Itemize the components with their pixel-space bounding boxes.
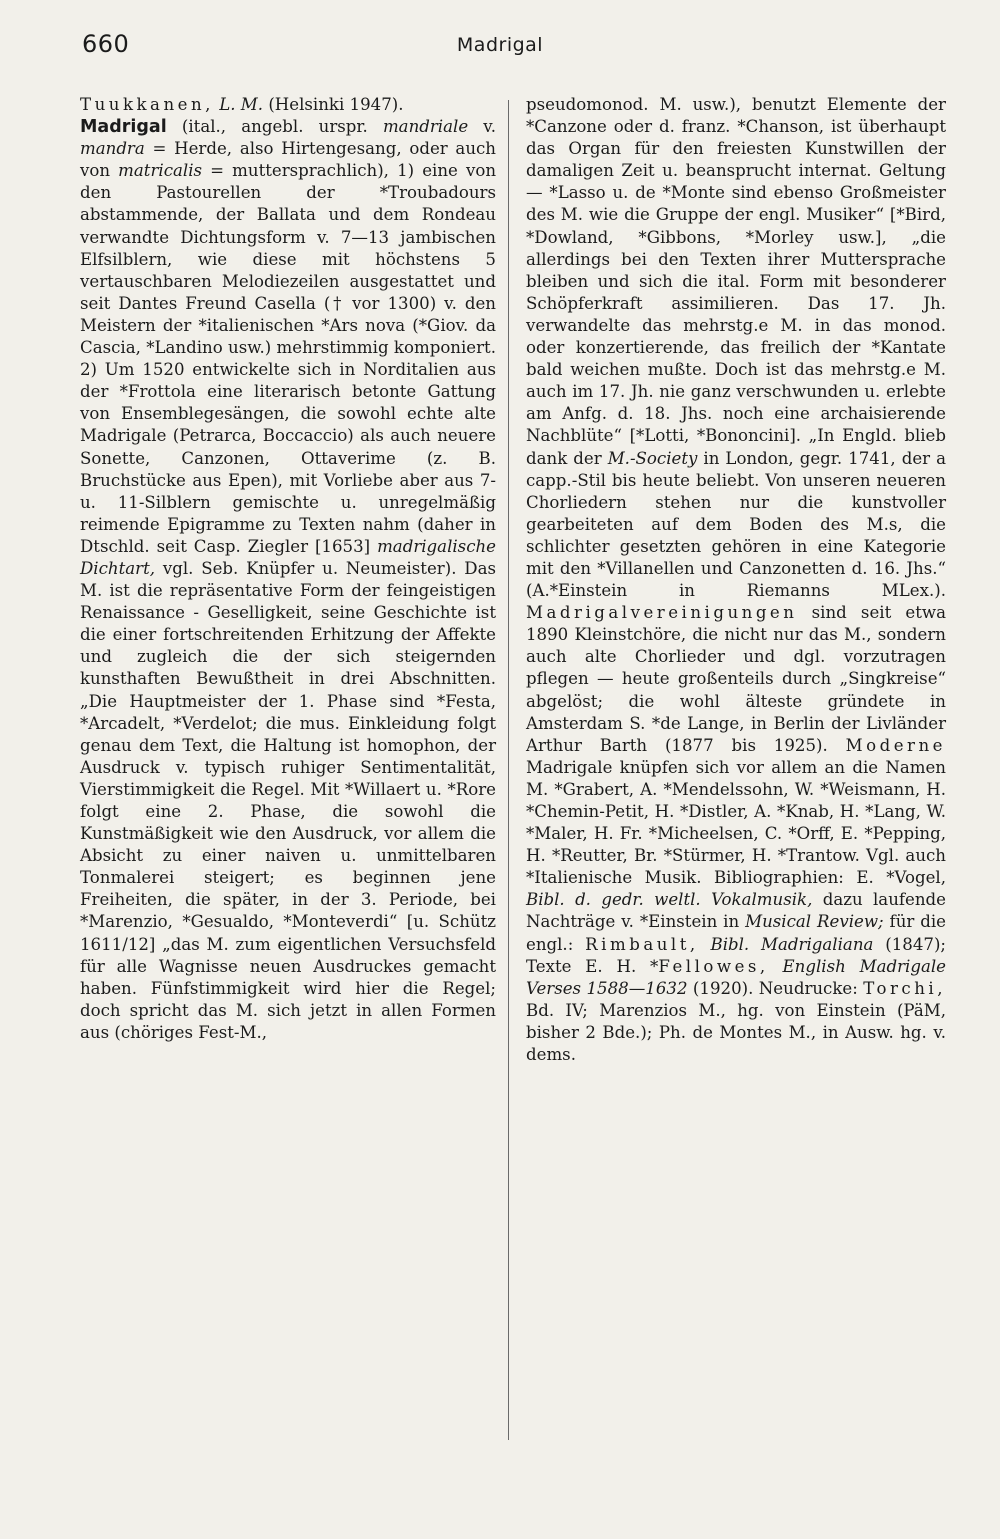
- spaced-name: Rimbault,: [585, 934, 699, 954]
- entry-text: pseudomonod. M. usw.), benutzt Elemente der *Canzone oder d. franz. *Chanson, ist überhaupt das Organ für den freiesten Kunstwillen der damaligen Zeit u. beansprucht internat. Geltung — *Lasso u. de *Monte sind ebenso Großmeister des M. wie die Gruppe der engl. Musiker“ [*Bird, *Dowland, *Gibbons, *Morley usw.], „die allerdings bei den Texten ihrer Muttersprache bleiben und sich die ital. Form mit besonderer Schöpferkraft assimilieren. Das 17. Jh. verwandelte das mehrstg.e M. in das monod. oder konzertierende, das freilich der *Kantate bald weichen mußte. Doch ist das mehrstg.e M. auch im 17. Jh. nie ganz verschwunden u. erlebte am Anfg. d. 18. Jhs. noch eine archaisierende Nachblüte“ [*Lotti, *Bononcini]. „In Engld. blieb dank der M.-Society in London, gegr. 1741, der a capp.-Stil bis heute beliebt. Von unseren neueren Chorliedern stehen nur die kunstvoller gearbeiteten auf dem Boden des M.s, die schlichter gesetzten gehören in eine Kategorie mit den *Villanellen und Canzonetten d. 16. Jhs.“ (A.*Einstein in Riemanns MLex.). Madrigalvereinigungen sind seit etwa 1890 Kleinstchöre, die nicht nur das M., sondern auch alte Chorlieder und dgl. vorzutragen pflegen — heute großenteils durch „Singkreise“ abgelöst; die wohl älteste gründete in Amsterdam S. *de Lange, in Berlin der Livländer Arthur Barth (1877 bis 1925). Moderne Madrigale knüpfen sich vor allem an die Namen M. *Grabert, A. *Mendelssohn, W. *Weismann, H. *Chemin-Petit, H. *Distler, A. *Knab, H. *Lang, W. *Maler, H. Fr. *Micheelsen, C. *Orff, E. *Pepping, H. *Reutter, Br. *Stürmer, H. *Trantow. Vgl. auch *Italienische Musik. Bibliographien: E. *Vogel, Bibl. d. gedr. weltl. Vokalmusik, dazu laufende Nachträge v. *Einstein in Musical Review; für die engl.: Rimbault, Bibl. Madrigaliana (1847); Texte E. H. *Fellowes, English Madrigale Verses 1588—1632 (1920). Neudrucke: Torchi, Bd. IV; Marenzios M., hg. von Einstein (PäM, bisher 2 Bde.); Ph. de Montes M., in Ausw. hg. v. dems.: [526, 95, 947, 1065]
- entry-text: Madrigal (ital., angebl. urspr. mandriale v. mandra = Herde, also Hirtengesang, oder auch von matricalis = muttersprachlich), 1) eine von den Pastourellen der *Troubadours abstammende, der Ballata und dem Rondeau verwandte Dichtungsform v. 7—13 jambischen Elfsilblern, wie diese mit höchstens 5 vertauschbaren Melodiezeilen ausgestattet und seit Dantes Freund Casella († vor 1300) v. den Meistern der *italienischen *Ars nova (*Giov. da Cascia, *Landino usw.) mehrstimmig komponiert. 2) Um 1520 entwickelte sich in Norditalien aus der *Frottola eine literarisch betonte Gattung von Ensemblegesängen, die sowohl echte alte Madrigale (Petrarca, Boccaccio) als auch neuere Sonette, Canzonen, Ottaverime (z. B. Bruchstücke aus Epen), mit Vorliebe aber aus 7- u. 11-Silblern gemischte u. unregelmäßig reimende Epigramme zu Texten nahm (daher in Dtschld. seit Casp. Ziegler [1653] madrigalische Dichtart, vgl. Seb. Knüpfer u. Neumeister). Das M. ist die repräsentative Form der feingeistigen Renaissance - Geselligkeit, seine Geschichte ist die einer fortschreitenden Erhitzung der Affekte und zugleich die der sich steigernden kunsthaften Bewußtheit in drei Abschnitten. „Die Hauptmeister der 1. Phase sind *Festa, *Arcadelt, *Verdelot; die mus. Einkleidung folgt genau dem Text, die Haltung ist homophon, der Ausdruck v. typisch ruhiger Sentimentalität, Vierstimmigkeit die Regel. Mit *Willaert u. *Rore folgt eine 2. Phase, die sowohl die Kunstmäßigkeit wie den Ausdruck, vor allem die Absicht zu einer naiven u. unmittelbaren Tonmalerei steigert; es beginnen jene Freiheiten, die später, in der 3. Periode, bei *Marenzio, *Gesualdo, *Monteverdi“ [u. Schütz 1611/12] „das M. zum eigentlichen Versuchsfeld für alle Wagnisse neuen Ausdruckes gemacht haben. Fünfstimmigkeit wird hier die Regel; doch spricht das M. sich jetzt in allen Formen aus (chöriges Fest-M.,: [80, 117, 497, 1042]
- spaced-term: Madrigalvereinigungen: [526, 603, 798, 623]
- spaced-term: Moderne: [845, 735, 946, 755]
- page-number: 660: [82, 30, 130, 58]
- spaced-name: Torchi,: [863, 978, 946, 998]
- spaced-name: Tuukkanen,: [80, 95, 214, 114]
- running-title: Madrigal: [456, 34, 544, 56]
- spaced-name: Fellowes,: [658, 956, 769, 976]
- column-divider: [508, 100, 509, 1440]
- right-column: [526, 94, 946, 1066]
- entry-text: Tuukkanen, L. M. (Helsinki 1947).: [80, 95, 404, 114]
- italic-text: L. M.: [219, 95, 264, 114]
- lemma-heading: Madrigal: [80, 117, 167, 138]
- left-column: [80, 94, 496, 1044]
